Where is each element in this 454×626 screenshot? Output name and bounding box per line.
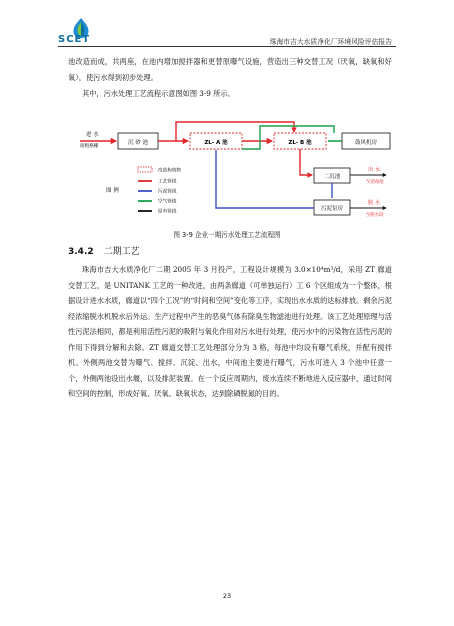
blower-room-label: 鼓风机房 — [354, 140, 378, 146]
legend-label-4: 原有管线 — [158, 209, 177, 215]
inlet-sub-label: 接粗格栅 — [80, 144, 99, 149]
page-number: 23 — [222, 592, 232, 600]
grit-chamber-label: 沉 砂 池 — [128, 140, 148, 146]
sludge-pump-label: 污泥泵房 — [320, 206, 344, 212]
zlb-to-secondary-line — [300, 149, 312, 175]
figure-caption: 图 3-9 企业一期污水处理工艺流程图 — [173, 231, 281, 239]
outlet-sludge-sub: 至脱水间 — [366, 213, 384, 218]
section-heading — [68, 244, 140, 257]
legend-label-0: 改造构筑物 — [158, 168, 181, 174]
outlet-water-sub: 至消毒池 — [366, 180, 384, 185]
zl-a-label: ZL- A 池 — [204, 140, 228, 146]
outlet-sludge-label: 脱 水 — [368, 200, 381, 206]
process-flow-diagram — [78, 112, 394, 230]
outlet-water-label: 出 水 — [368, 167, 381, 173]
legend-title: 图 例 — [106, 188, 119, 194]
inlet-label: 进 水 — [86, 132, 99, 138]
section-title: 二期工艺 — [103, 247, 140, 257]
legend-label-3: 空气管线 — [158, 199, 177, 205]
section-number: 3.4.2 — [68, 247, 94, 257]
intro-paragraph-1: 池改造而成，共两座，在池内增加搅拌器和更替原曝气设施，营造出三种交替工况（厌氧，缺氧和好氧），使污水得到初步处理。 — [68, 57, 392, 82]
header-rule — [58, 46, 396, 47]
intro-paragraph-2: 其中，污水处理工艺流程示意图如图 3-9 所示。 — [82, 89, 235, 98]
zl-b-label: ZL- B 池 — [288, 140, 312, 146]
header-title: 珠海市吉大水质净化厂环境风险评估报告 — [269, 38, 392, 46]
secondary-clarifier-label: 二沉池 — [323, 174, 341, 180]
sludge-return-line — [216, 150, 314, 208]
legend-label-2: 污泥管线 — [158, 189, 177, 195]
logo-text: SCET — [58, 34, 91, 45]
body-paragraph: 珠海市吉大水质净化厂二期 2005 年 3 月投产，工程设计规模为 3.0×10⁴m³/d，采用 ZT 廊道交替工艺，是 UNITANK 工艺的一种改进，由两条廊道（可单独运行）工 6 个区组成为一个整体，根据设计进水水质，廊道以“四个工况”的“时间和空间”变化等工序，实现出水水质的达标排放。剩余污泥经浓缩脱水机脱水后外运。生产过程中产生的恶臭气体有除臭生物滤池进行处理。该工艺处理原理与活性污泥法相同，都是利用活性污泥的吸附与氧化作用对污水进行处理，使污水中的污染物在活性污泥的作用下得到分解和去除。ZT 廊道交替工艺处理部分分为 3 格，每池中均设有曝气系统，并配有搅拌机。外侧两池交替为曝气、搅拌、沉淀、出水，中间池主要进行曝气，污水可进入 3 个池中任意一个，外侧两池设出水堰，以及排泥装置。在一个反应周期内，废水连续不断地进入反应器中，通过时间和空间的控制，形成好氧、厌氧、缺氧状态，达到除磷脱氮的目的。 — [68, 265, 392, 398]
legend-swatch-dashed-box — [138, 167, 152, 172]
legend-label-1: 工艺管线 — [158, 179, 177, 185]
